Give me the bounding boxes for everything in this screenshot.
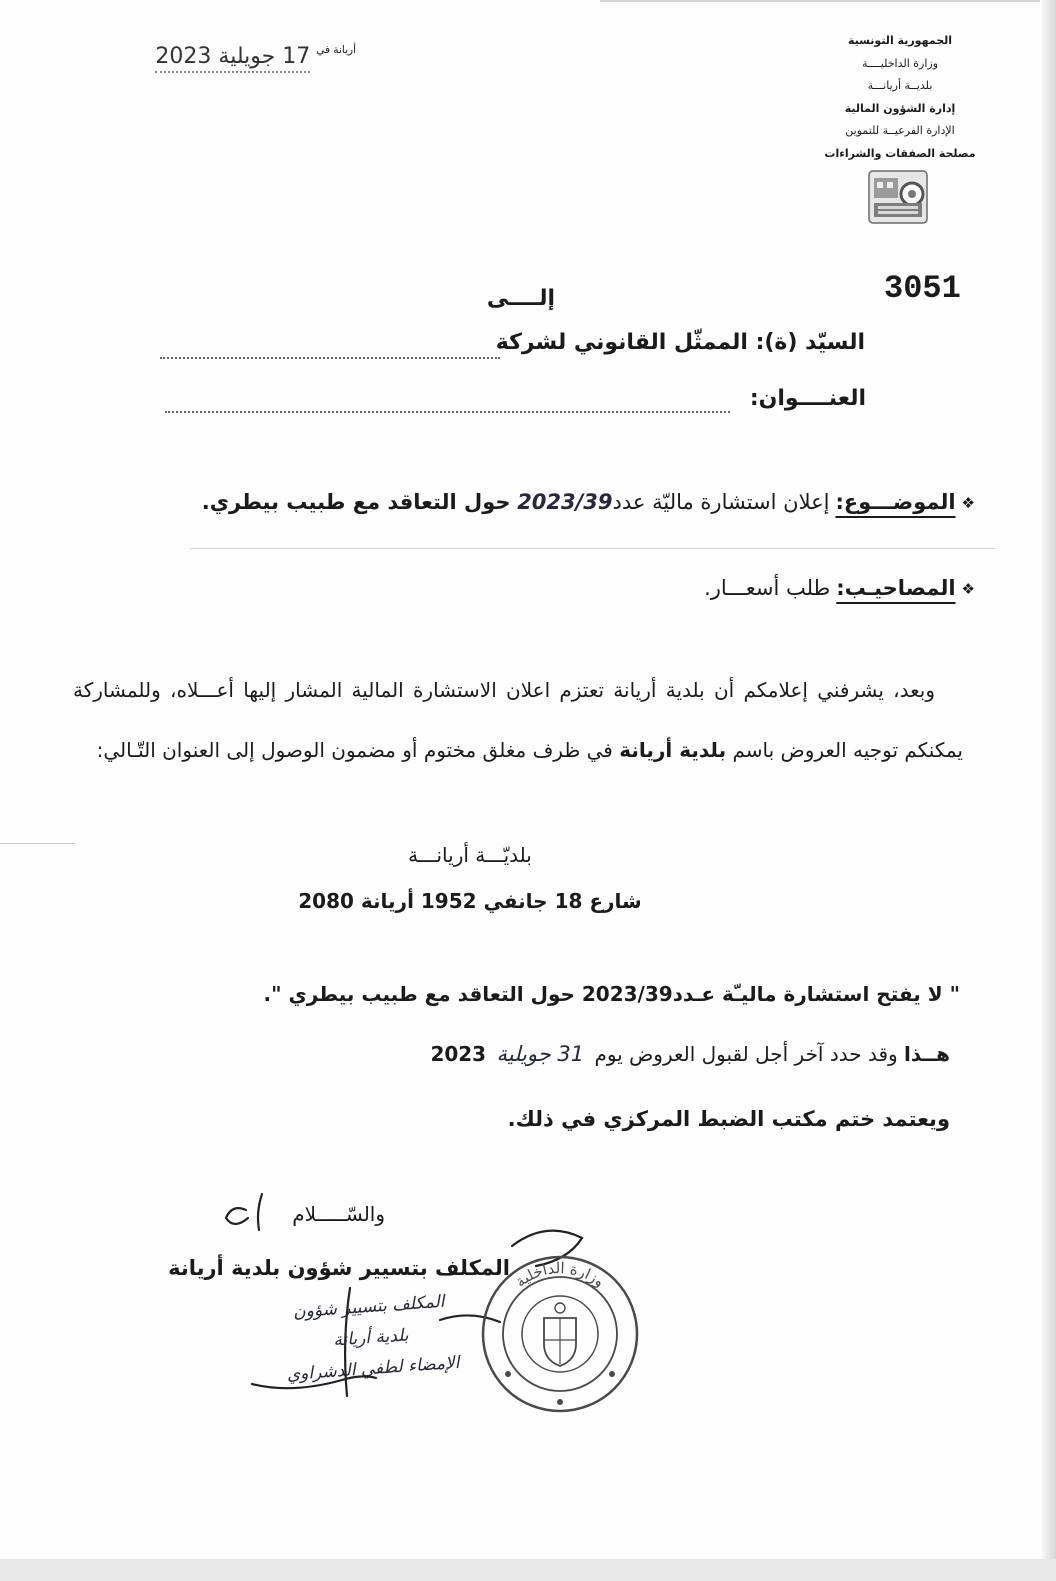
- letterhead-municipality: بلديــة أريانـــة: [867, 79, 933, 92]
- letterhead-sub-directorate: الإدارة الفرعيــة للتموين: [845, 124, 955, 137]
- postmark-note: ويعتمد ختم مكتب الضبط المركزي في ذلك.: [507, 1107, 950, 1131]
- recipient-name-blank: [160, 357, 500, 359]
- signature-stamp-line: الإمضاء لطفي الدشراوي: [286, 1352, 461, 1385]
- address-line-2: شارع 18 جانفي 1952 أريانة 2080: [298, 889, 642, 913]
- signature-stamp: [233, 1283, 509, 1395]
- consultation-number: 2023/39: [517, 490, 613, 514]
- body-paragraph: [73, 660, 963, 780]
- subject-topic: حول التعاقد مع طبيب بيطري.: [201, 490, 511, 514]
- letterhead-directorate: إدارة الشؤون المالية: [844, 101, 956, 115]
- deadline-text: وقد حدد آخر أجل لقبول العروض يوم: [594, 1042, 898, 1066]
- scan-edge-bottom: [0, 1559, 1056, 1581]
- letterhead-service: مصلحة الصفقات والشراءات: [824, 146, 976, 160]
- body-emphasis: بلدية أريانة: [619, 738, 727, 762]
- reference-number: 3051: [884, 270, 961, 307]
- scan-line: [190, 548, 995, 549]
- scan-edge-top: [600, 0, 1040, 2]
- deadline-lead: هــذا: [904, 1042, 950, 1066]
- attachments-label: المصاحيـب:: [836, 576, 956, 600]
- subject-text: إعلان استشارة ماليّة عدد: [612, 490, 830, 514]
- deadline-year: 2023: [430, 1042, 487, 1066]
- letter-date: [155, 44, 356, 69]
- signatory-title: المكلف بتسيير شؤون بلدية أريانة: [168, 1256, 510, 1280]
- bullet-icon: ❖: [961, 580, 975, 598]
- recipient-to-label: إلــــى: [486, 286, 555, 311]
- subject-line: [202, 490, 975, 514]
- attachments-line: [704, 576, 975, 600]
- date-place-label: أريانة في: [316, 44, 356, 56]
- municipality-emblem-icon: [868, 170, 928, 224]
- signature-stamp-line: المكلف بتسيير شؤون: [292, 1291, 446, 1323]
- letterhead: [812, 30, 988, 165]
- scan-edge-right: [1042, 0, 1056, 1581]
- body-text: في ظرف مغلق مختوم أو مضمون الوصول إلى العنوان التّـالي:: [96, 738, 613, 762]
- deadline-line: [430, 1042, 950, 1066]
- seal-text: وزارة الداخلية: [511, 1258, 609, 1291]
- body-text: وبعد، يشرفني إعلامكم أن بلدية أريانة تعتزم اعلان الاستشارة المالية المشار إليها أعـــلاه، وللمشاركة يمكنكم توجيه العروض باسم: [73, 678, 963, 762]
- date-stamp: 17 جويلية 2023: [155, 44, 310, 73]
- envelope-note: " لا يفتح استشارة ماليـّة عـدد2023/39 حول التعاقد مع طبيب بيطري ".: [263, 982, 960, 1006]
- ministry-seal: [478, 1252, 642, 1416]
- mailing-address: [290, 832, 650, 924]
- recipient-address-blank: [165, 411, 730, 413]
- bullet-icon: ❖: [961, 494, 975, 512]
- letterhead-republic: الجمهورية التونسية: [847, 34, 953, 47]
- deadline-date: 31 جويلية: [496, 1042, 585, 1066]
- letterhead-ministry: وزارة الداخليــــة: [861, 56, 939, 70]
- attachments-text: طلب أسعـــار.: [704, 576, 831, 600]
- recipient-address-label: العنــــوان:: [749, 386, 866, 411]
- closing-salutation: والسّـــــلام: [292, 1202, 385, 1226]
- address-line-1: بلديّـــة أريانـــة: [408, 843, 532, 867]
- recipient-name-label: السيّد (ة): الممثّل القانوني لشركة: [495, 330, 865, 355]
- subject-label: الموضـــوع:: [835, 490, 956, 514]
- scan-line: [0, 843, 75, 844]
- signature-stamp-line: بلدية أريانة: [332, 1325, 410, 1351]
